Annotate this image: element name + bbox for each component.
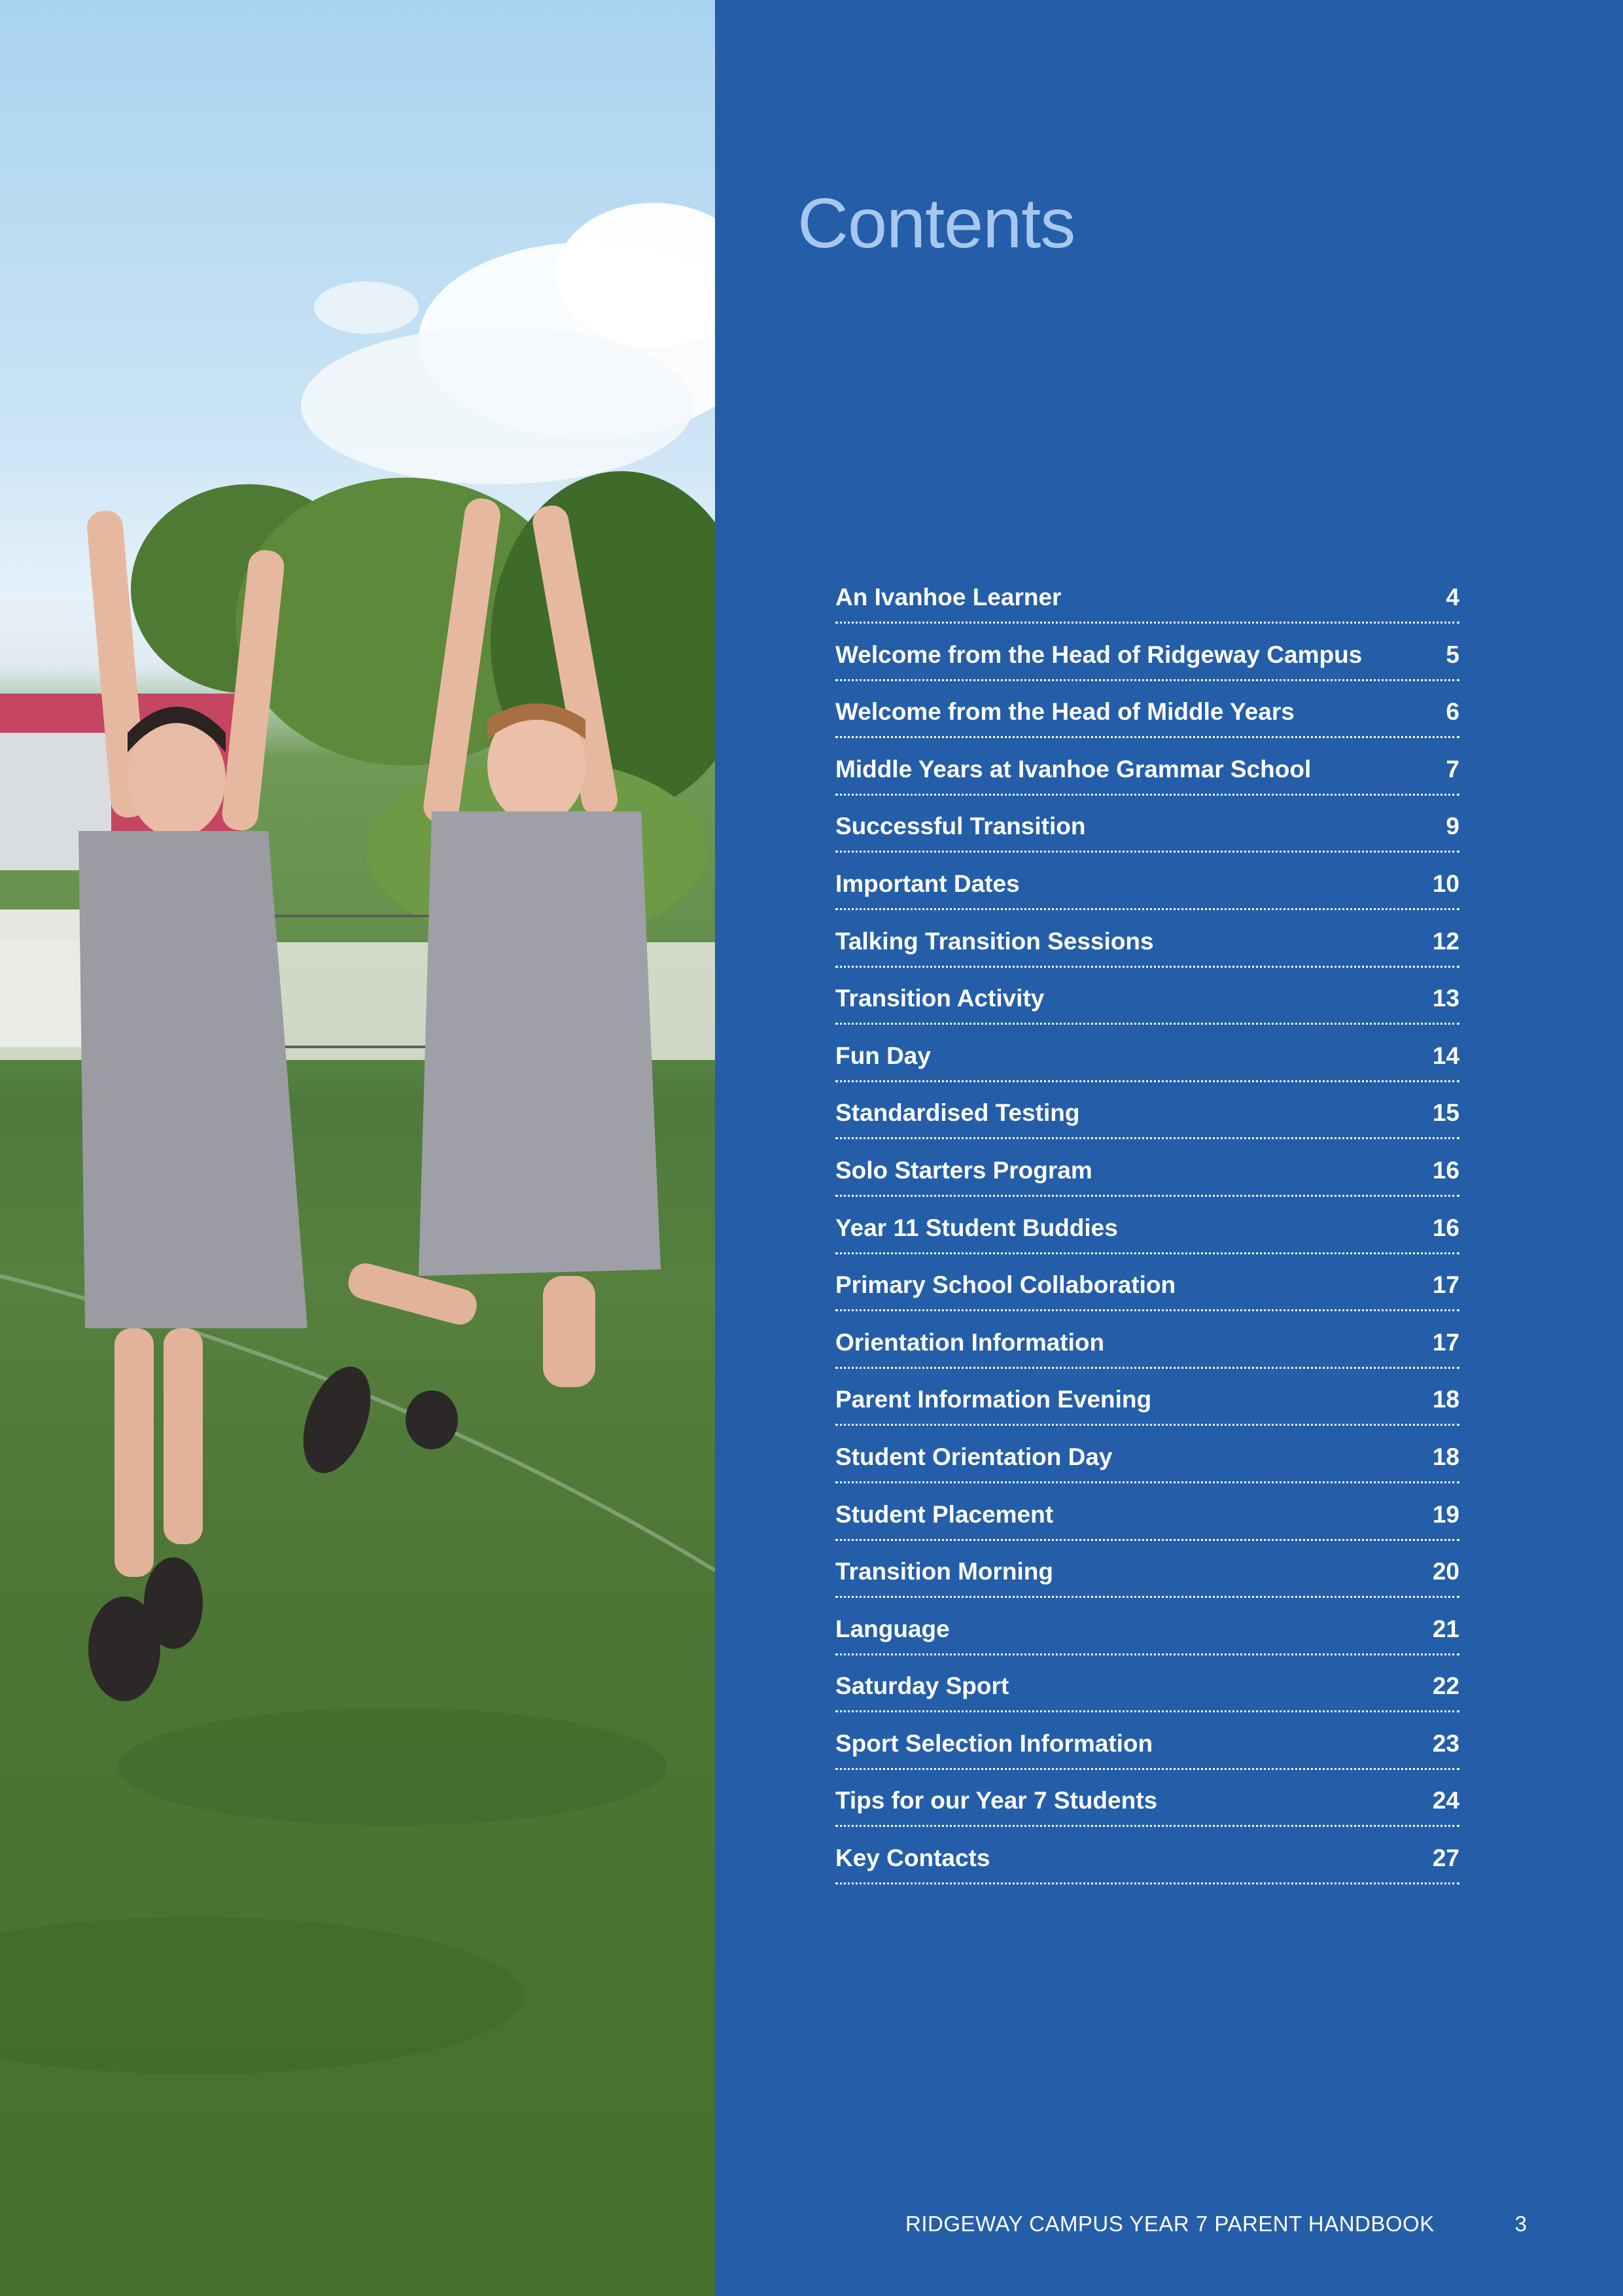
toc-entry-label: Key Contacts [835, 1845, 990, 1872]
toc-entry-page: 14 [1432, 1042, 1459, 1069]
toc-entry-page: 18 [1432, 1443, 1459, 1470]
footer-text: RIDGEWAY CAMPUS YEAR 7 PARENT HANDBOOK [905, 2212, 1435, 2236]
toc-entry-page: 10 [1432, 870, 1459, 897]
toc-entry-label: An Ivanhoe Learner [835, 584, 1062, 610]
toc-entry[interactable] [835, 797, 1459, 853]
toc-entry[interactable] [835, 1714, 1459, 1770]
toc-entry[interactable] [835, 1370, 1459, 1426]
toc-entry-page: 5 [1446, 641, 1459, 668]
toc-entry[interactable] [835, 1600, 1459, 1655]
toc-entry[interactable] [835, 855, 1459, 910]
toc-entry-label: Year 11 Student Buddies [835, 1214, 1118, 1241]
toc-entry-label: Orientation Information [835, 1328, 1105, 1356]
page-number: 3 [1514, 2212, 1527, 2236]
toc-entry-page: 4 [1446, 584, 1459, 610]
toc-entry[interactable] [835, 1027, 1459, 1082]
toc-entry[interactable] [835, 1256, 1459, 1311]
toc-entry-label: Middle Years at Ivanhoe Grammar School [835, 755, 1312, 783]
toc-entry-page: 6 [1446, 698, 1459, 726]
toc-entry[interactable] [835, 1657, 1459, 1712]
toc-entry-label: Parent Information Evening [835, 1386, 1152, 1413]
toc-entry-page: 20 [1432, 1558, 1459, 1585]
toc-entry-label: Solo Starters Program [835, 1156, 1092, 1184]
toc-entry-label: Language [835, 1615, 950, 1642]
toc-entry[interactable] [835, 1141, 1459, 1197]
toc-entry-label: Welcome from the Head of Middle Years [835, 698, 1295, 726]
toc-entry[interactable] [835, 1084, 1459, 1139]
toc-entry-page: 23 [1432, 1729, 1459, 1757]
toc-entry-label: Important Dates [835, 870, 1020, 897]
toc-entry-page: 21 [1432, 1615, 1459, 1642]
toc-entry-page: 17 [1432, 1328, 1459, 1356]
toc-entry[interactable] [835, 1829, 1459, 1884]
cover-photo [0, 0, 715, 2296]
toc-entry-label: Successful Transition [835, 813, 1086, 840]
toc-entry[interactable] [835, 1542, 1459, 1598]
toc-entry[interactable] [835, 568, 1459, 624]
toc-entry-page: 17 [1432, 1271, 1459, 1299]
toc-entry[interactable] [835, 1313, 1459, 1369]
toc-entry[interactable] [835, 1771, 1459, 1827]
toc-entry-label: Primary School Collaboration [835, 1271, 1176, 1299]
toc-entry-label: Welcome from the Head of Ridgeway Campus [835, 641, 1363, 668]
toc-entry-page: 24 [1432, 1787, 1459, 1814]
toc-entry[interactable] [835, 912, 1459, 968]
toc-entry-page: 15 [1432, 1099, 1459, 1127]
toc-entry-page: 18 [1432, 1386, 1459, 1413]
toc-entry-page: 19 [1432, 1500, 1459, 1528]
toc-entry-page: 16 [1432, 1156, 1459, 1184]
toc-entry-label: Sport Selection Information [835, 1729, 1153, 1757]
toc-entry[interactable] [835, 626, 1459, 681]
table-of-contents [835, 568, 1459, 1886]
toc-entry-page: 13 [1432, 985, 1459, 1012]
toc-entry-label: Fun Day [835, 1042, 931, 1069]
toc-entry[interactable] [835, 969, 1459, 1025]
students-jumping-image [0, 0, 715, 2296]
toc-entry[interactable] [835, 1485, 1459, 1541]
toc-entry-page: 22 [1432, 1672, 1459, 1700]
page-title: Contents [797, 183, 1075, 263]
toc-entry-label: Transition Morning [835, 1558, 1053, 1585]
toc-entry-label: Talking Transition Sessions [835, 927, 1154, 955]
toc-entry-label: Transition Activity [835, 985, 1045, 1012]
toc-entry-label: Saturday Sport [835, 1672, 1009, 1700]
toc-entry[interactable] [835, 740, 1459, 796]
toc-entry[interactable] [835, 1199, 1459, 1254]
footer [905, 2212, 1527, 2236]
toc-entry[interactable] [835, 682, 1459, 738]
toc-entry-label: Tips for our Year 7 Students [835, 1787, 1158, 1814]
toc-entry-page: 9 [1446, 813, 1459, 840]
toc-entry-label: Student Placement [835, 1500, 1054, 1528]
toc-entry-page: 16 [1432, 1214, 1459, 1241]
toc-entry[interactable] [835, 1428, 1459, 1483]
toc-entry-page: 7 [1446, 755, 1459, 783]
toc-entry-page: 12 [1432, 927, 1459, 955]
toc-entry-label: Student Orientation Day [835, 1443, 1113, 1470]
toc-entry-page: 27 [1432, 1845, 1459, 1872]
toc-entry-label: Standardised Testing [835, 1099, 1080, 1127]
